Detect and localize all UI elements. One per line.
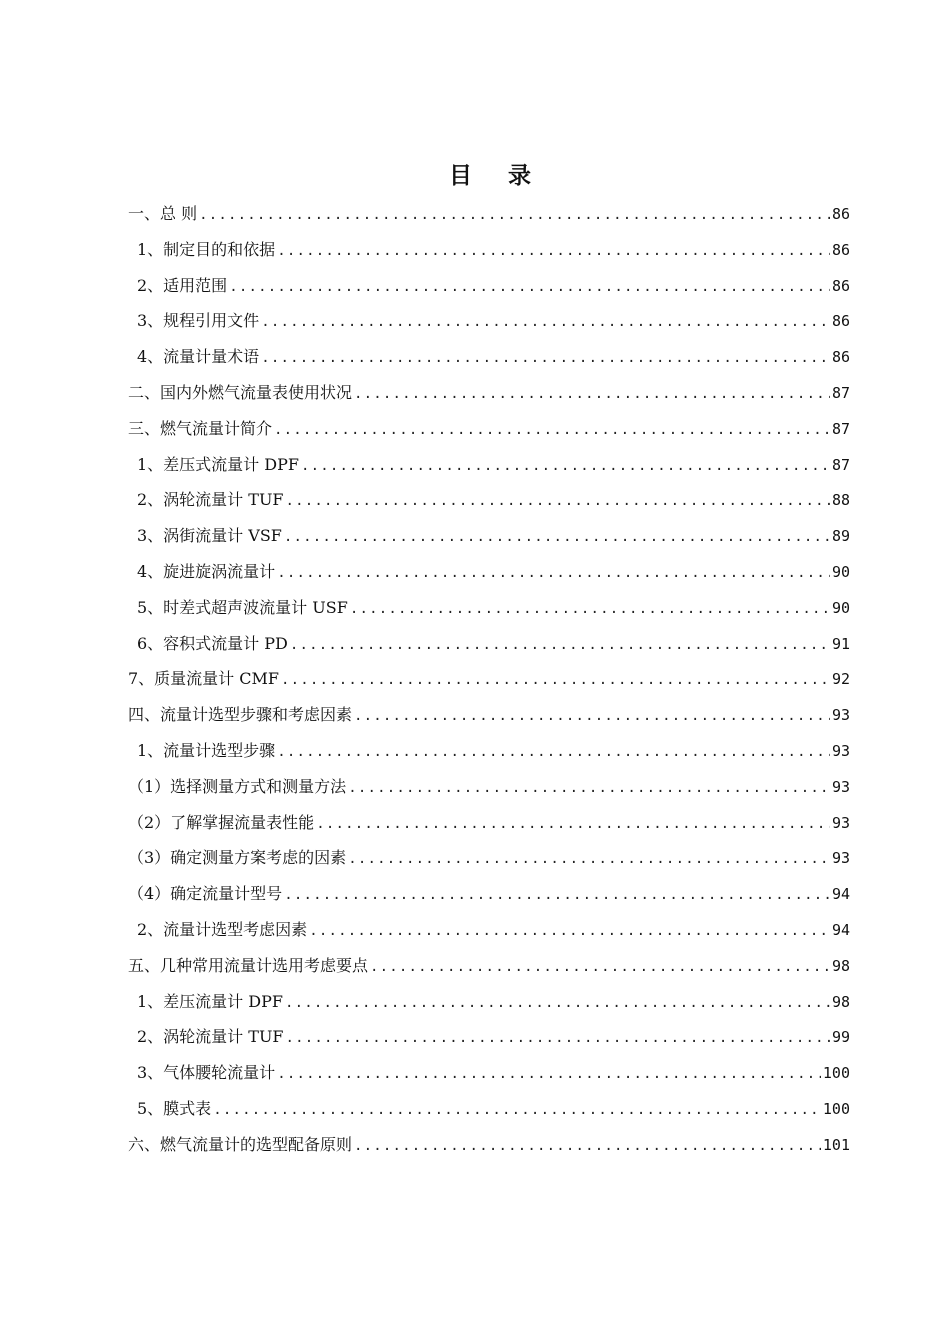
- toc-dot-leader: [261, 341, 830, 377]
- toc-entry-label: 五、几种常用流量计选用考虑要点: [128, 955, 369, 975]
- toc-entry[interactable]: [128, 661, 850, 697]
- toc-entry[interactable]: [128, 1019, 850, 1055]
- toc-entry[interactable]: [128, 984, 850, 1020]
- toc-dot-leader: [354, 699, 830, 735]
- toc-entry[interactable]: [128, 876, 850, 912]
- toc-dot-leader: [370, 950, 830, 986]
- toc-entry-label: 2、适用范围: [137, 275, 228, 295]
- toc-dot-leader: [316, 807, 830, 843]
- toc-entry-label: 4、旋进旋涡流量计: [137, 561, 276, 581]
- toc-entry[interactable]: [128, 948, 850, 984]
- toc-entry-label: 三、燃气流量计简介: [128, 418, 273, 438]
- toc-entry-label: 2、流量计选型考虑因素: [137, 919, 308, 939]
- toc-entry-label: 4、流量计量术语: [137, 347, 260, 367]
- toc-entry-label: 6、容积式流量计 PD: [137, 633, 288, 653]
- toc-entry-page-number: 94: [831, 885, 850, 904]
- toc-entry-label: 2、涡轮流量计 TUF: [137, 1027, 284, 1047]
- toc-dot-leader: [261, 305, 830, 341]
- toc-entry[interactable]: [128, 1091, 850, 1127]
- toc-entry-page-number: 86: [831, 348, 850, 367]
- toc-entry-page-number: 93: [831, 777, 850, 796]
- toc-entry-page-number: 86: [831, 276, 850, 295]
- toc-dot-leader: [348, 771, 830, 807]
- toc-entry-label: 7、质量流量计 CMF: [128, 669, 279, 689]
- toc-entry-label: 1、差压式流量计 DPF: [137, 454, 299, 474]
- toc-entry[interactable]: [128, 590, 850, 626]
- toc-entry-page-number: 89: [831, 527, 850, 546]
- toc-entry-label: 1、差压流量计 DPF: [137, 991, 283, 1011]
- toc-entry[interactable]: [128, 339, 850, 375]
- toc-dot-leader: [277, 735, 830, 771]
- toc-entry-page-number: 93: [831, 706, 850, 725]
- toc-entry[interactable]: [128, 411, 850, 447]
- toc-dot-leader: [284, 878, 830, 914]
- toc-entry[interactable]: [128, 805, 850, 841]
- toc-entry-page-number: 93: [831, 813, 850, 832]
- toc-entry-label: 3、涡街流量计 VSF: [137, 526, 282, 546]
- toc-entry-label: 1、流量计选型步骤: [137, 740, 276, 760]
- toc-dot-leader: [281, 663, 830, 699]
- toc-entry[interactable]: [128, 769, 850, 805]
- toc-dot-leader: [277, 234, 830, 270]
- toc-dot-leader: [229, 270, 830, 306]
- toc-title-char-1: 目: [449, 163, 472, 189]
- toc-title-char-2: 录: [508, 163, 531, 189]
- toc-dot-leader: [285, 986, 830, 1022]
- toc-entry-label: 二、国内外燃气流量表使用状况: [128, 382, 353, 402]
- toc-entry-page-number: 93: [831, 741, 850, 760]
- toc-entry-page-number: 100: [822, 1099, 850, 1118]
- toc-entry-page-number: 90: [831, 598, 850, 617]
- toc-entry-page-number: 92: [831, 670, 850, 689]
- toc-entry[interactable]: [128, 375, 850, 411]
- toc-entry-label: 一、总 则: [128, 204, 198, 223]
- toc-entry[interactable]: [128, 554, 850, 590]
- toc-entry-label: 四、流量计选型步骤和考虑因素: [128, 705, 353, 725]
- toc-entry-page-number: 101: [822, 1135, 850, 1154]
- toc-dot-leader: [286, 1021, 830, 1057]
- toc-entry-label: （1）选择测量方式和测量方法: [128, 776, 347, 796]
- toc-entry[interactable]: [128, 1127, 850, 1163]
- toc-entry[interactable]: [128, 196, 850, 232]
- toc-entry[interactable]: [128, 1055, 850, 1091]
- toc-entry-page-number: 93: [831, 849, 850, 868]
- toc-entry-page-number: 99: [831, 1028, 850, 1047]
- toc-entry[interactable]: [128, 303, 850, 339]
- toc-dot-leader: [286, 484, 830, 520]
- toc-dot-leader: [309, 914, 830, 950]
- toc-entry-page-number: 87: [831, 455, 850, 474]
- toc-entry[interactable]: [128, 626, 850, 662]
- toc-dot-leader: [277, 1057, 821, 1093]
- toc-entry-page-number: 86: [831, 205, 850, 223]
- toc-entry-label: 3、气体腰轮流量计: [137, 1063, 276, 1083]
- toc-entry[interactable]: [128, 697, 850, 733]
- toc-entry[interactable]: [128, 518, 850, 554]
- toc-entry-page-number: 98: [831, 992, 850, 1011]
- toc-entry-label: 3、规程引用文件: [137, 311, 260, 331]
- toc-list: [128, 196, 850, 1163]
- toc-entry[interactable]: [128, 482, 850, 518]
- toc-entry-label: 六、燃气流量计的选型配备原则: [128, 1134, 353, 1154]
- toc-entry[interactable]: [128, 268, 850, 304]
- toc-dot-leader: [301, 449, 830, 485]
- toc-entry-label: （2）了解掌握流量表性能: [128, 812, 315, 832]
- toc-entry-page-number: 90: [831, 562, 850, 581]
- toc-entry-label: （4）确定流量计型号: [128, 884, 283, 904]
- toc-entry-page-number: 94: [831, 920, 850, 939]
- toc-dot-leader: [277, 556, 830, 592]
- toc-dot-leader: [354, 377, 830, 413]
- toc-entry-page-number: 86: [831, 240, 850, 259]
- toc-entry-page-number: 98: [831, 956, 850, 975]
- toc-dot-leader: [350, 592, 830, 628]
- toc-entry[interactable]: [128, 912, 850, 948]
- toc-entry-page-number: 88: [831, 491, 850, 510]
- toc-dot-leader: [290, 628, 830, 664]
- toc-entry-label: 2、涡轮流量计 TUF: [137, 490, 284, 510]
- toc-dot-leader: [274, 413, 830, 449]
- toc-entry[interactable]: [128, 733, 850, 769]
- toc-title: [0, 157, 950, 190]
- toc-dot-leader: [213, 1093, 821, 1129]
- toc-entry-page-number: 86: [831, 312, 850, 331]
- toc-entry[interactable]: [128, 840, 850, 876]
- toc-entry-label: 5、膜式表: [137, 1098, 212, 1118]
- toc-entry-page-number: 91: [831, 634, 850, 653]
- toc-entry[interactable]: [128, 447, 850, 483]
- toc-dot-leader: [284, 520, 830, 556]
- toc-entry-page-number: 100: [822, 1064, 850, 1083]
- toc-entry-label: （3）确定测量方案考虑的因素: [128, 848, 347, 868]
- toc-entry[interactable]: [128, 232, 850, 268]
- toc-dot-leader: [354, 1129, 821, 1165]
- toc-entry-page-number: 87: [831, 419, 850, 438]
- toc-dot-leader: [348, 842, 830, 878]
- toc-entry-label: 1、制定目的和依据: [137, 239, 276, 259]
- toc-entry-page-number: 87: [831, 383, 850, 402]
- toc-dot-leader: [199, 198, 830, 234]
- toc-entry-label: 5、时差式超声波流量计 USF: [137, 597, 348, 617]
